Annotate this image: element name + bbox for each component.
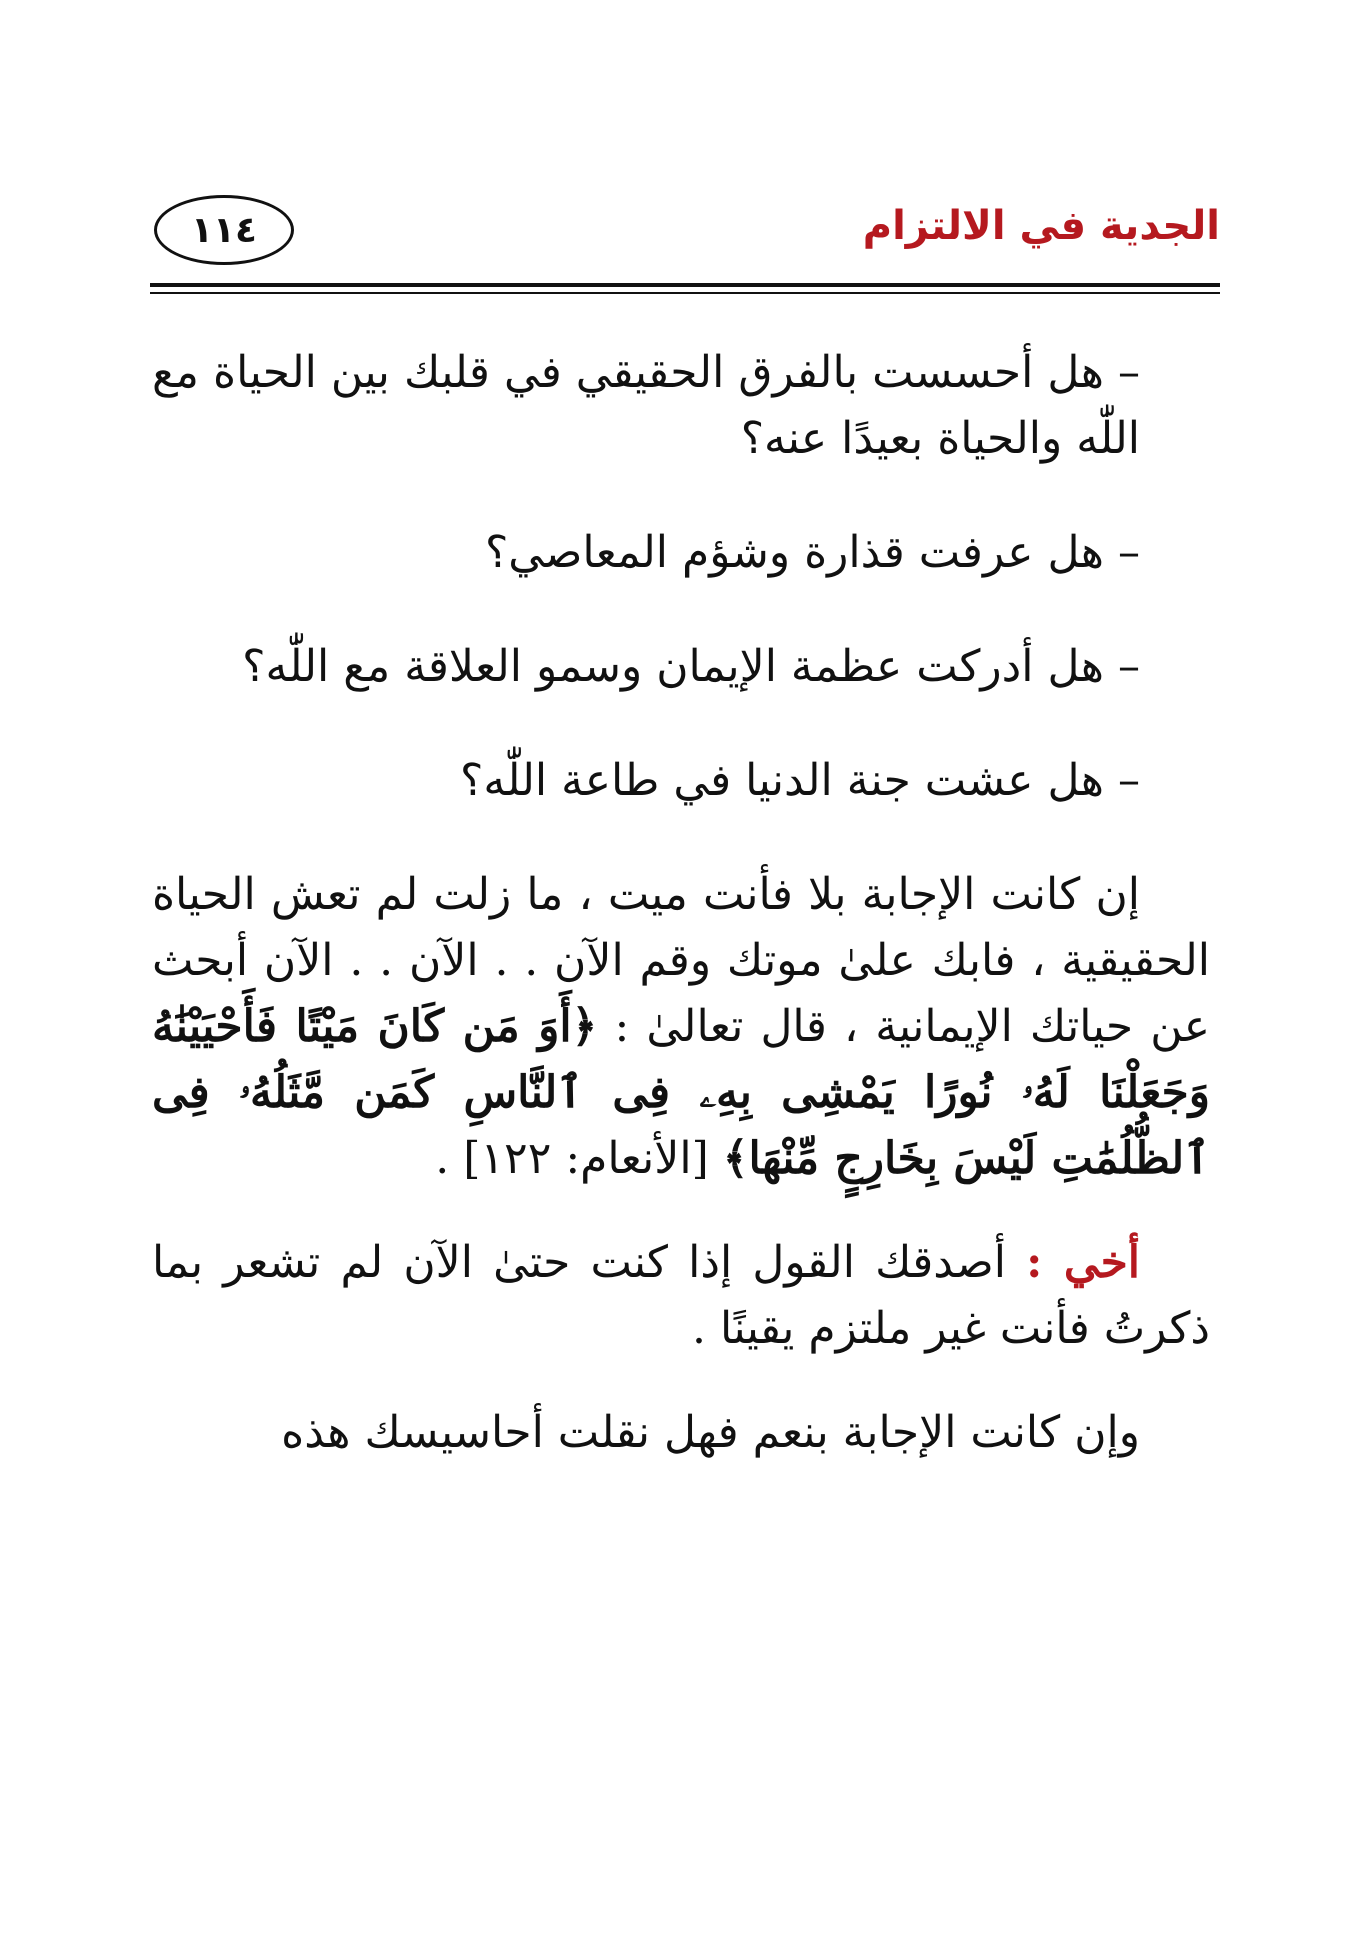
verse-reference: [الأنعام: ١٢٢] .	[435, 1133, 709, 1184]
paragraph-answer-yes: وإن كانت الإجابة بنعم فهل نقلت أحاسيسك هذه	[281, 1407, 1140, 1458]
header-rule-thick	[150, 283, 1220, 287]
question-1: – هل أحسست بالفرق الحقيقي في قلبك بين الحياة مع اللّٰه والحياة بعيدًا عنه؟	[152, 347, 1140, 464]
paragraph-brother-text: أصدقك القول إذا كنت حتىٰ الآن لم تشعر بما ذكرتُ فأنت غير ملتزم يقينًا .	[152, 1237, 1210, 1354]
brother-label: أخي :	[1026, 1237, 1141, 1288]
quran-verse: ﴿أَوَ مَن كَانَ مَيْتًا فَأَحْيَيْنَٰهُ وَجَعَلْنَا لَهُۥ نُورًا يَمْشِى بِهِۦ فِى ٱلنَّاسِ كَمَن مَّثَلُهُۥ فِى ٱلظُّلُمَٰتِ لَيْسَ بِخَارِجٍ مِّنْهَا﴾	[152, 1001, 1210, 1184]
question-3: – هل أدركت عظمة الإيمان وسمو العلاقة مع اللّٰه؟	[242, 641, 1140, 692]
page-number: ١١٤	[154, 195, 294, 265]
page-header	[150, 195, 1220, 275]
header-rule-thin	[150, 292, 1220, 294]
paragraph-brother	[152, 1230, 1210, 1362]
paragraph-answer-no	[152, 862, 1210, 1192]
question-2: – هل عرفت قذارة وشؤم المعاصي؟	[484, 527, 1140, 578]
book-title: الجدية في الالتزام	[862, 203, 1220, 249]
page-body	[152, 340, 1210, 1504]
paragraph-answer-no-text: إن كانت الإجابة بلا فأنت ميت ، ما زلت لم تعش الحياة الحقيقية ، فابك علىٰ موتك وقم الآن . . الآن . . الآن أبحث عن حياتك الإيمانية ، قال تعالىٰ :	[152, 869, 1210, 1052]
question-4: – هل عشت جنة الدنيا في طاعة اللّٰه؟	[460, 755, 1140, 806]
